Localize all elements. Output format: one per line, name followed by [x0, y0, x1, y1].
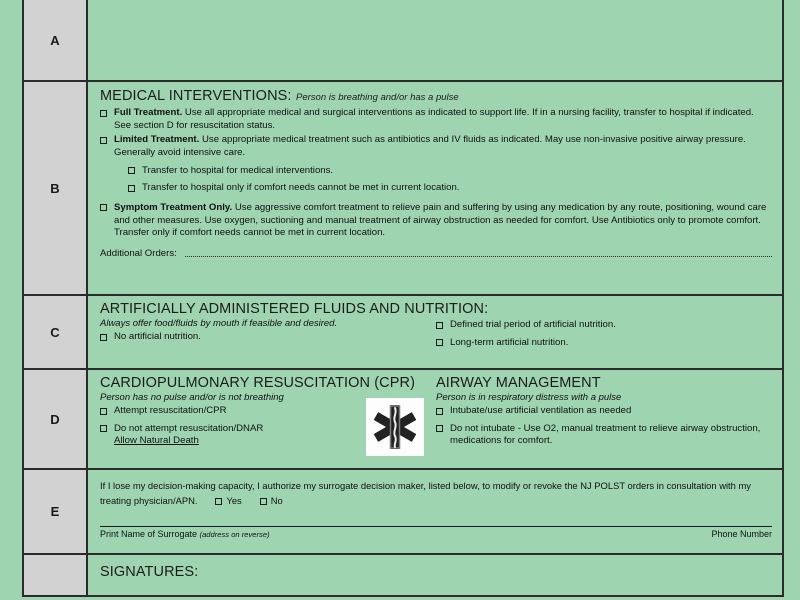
- checkbox-longterm-nutrition[interactable]: [436, 339, 443, 346]
- section-c-columns: [100, 317, 772, 349]
- checkbox-symptom-treatment[interactable]: [100, 204, 107, 211]
- checkbox-surrogate-yes[interactable]: [215, 498, 222, 505]
- additional-orders-input[interactable]: [185, 248, 772, 257]
- checkbox-no-artificial-nutrition[interactable]: [100, 334, 107, 341]
- option-dnar-line1: Do not attempt resuscitation/DNAR: [114, 422, 264, 434]
- section-b-heading: [100, 87, 772, 105]
- cpr-title: CARDIOPULMONARY RESUSCITATION (CPR): [100, 375, 416, 391]
- option-full-treatment-desc: Use all appropriate medical and surgical interventions as indicated to support life. If in a nursing facility, transfer to hospital if indicated. See section D for resuscitation status.: [114, 107, 754, 131]
- star-of-life-icon: [366, 398, 424, 456]
- option-defined-trial-nutrition[interactable]: [436, 319, 772, 332]
- surrogate-no-label: No: [270, 494, 283, 506]
- option-do-not-intubate[interactable]: [436, 423, 772, 448]
- option-do-not-intubate-text: Do not intubate - Use O2, manual treatment to relieve airway obstruction, medications for comfort.: [450, 422, 761, 447]
- section-a-body: [88, 0, 782, 80]
- surrogate-phone-label: Phone Number: [711, 529, 772, 540]
- section-e-body: [88, 470, 782, 553]
- option-longterm-nutrition-text: Long-term artificial nutrition.: [450, 336, 569, 348]
- option-longterm-nutrition[interactable]: [436, 337, 772, 350]
- option-attempt-resuscitation-text: Attempt resuscitation/CPR: [114, 405, 227, 416]
- section-b-subtitle: Person is breathing and/or has a pulse: [296, 92, 459, 103]
- section-f-row: [24, 555, 782, 595]
- section-b-title: MEDICAL INTERVENTIONS:: [100, 88, 292, 104]
- suboption-transfer-comfort-text: Transfer to hospital only if comfort needs cannot be met in current location.: [142, 182, 460, 194]
- section-b-row: [24, 82, 782, 296]
- airway-column: [436, 375, 772, 448]
- surrogate-authorization-statement: If I lose my decision-making capacity, I authorize my surrogate decision maker, listed below, to modify or revoke the NJ POLST orders in consultation with my treating physician/APN.: [100, 480, 751, 506]
- suboption-transfer-hospital-text: Transfer to hospital for medical interventions.: [142, 164, 334, 176]
- section-f-letter: [24, 555, 88, 595]
- section-d-row: [24, 370, 782, 470]
- surrogate-yes-label: Yes: [226, 494, 242, 506]
- option-limited-treatment-text: [114, 134, 772, 159]
- njpolst-form: [22, 0, 784, 597]
- section-e-letter: E: [24, 470, 88, 553]
- airway-title: AIRWAY MANAGEMENT: [436, 375, 601, 391]
- cpr-subtitle: Person has no pulse and/or is not breathing: [100, 392, 284, 403]
- option-full-treatment-label: Full Treatment.: [114, 107, 183, 118]
- option-full-treatment-text: [114, 107, 772, 132]
- section-f-body: [88, 555, 782, 595]
- checkbox-do-not-intubate[interactable]: [436, 425, 443, 432]
- checkbox-intubate[interactable]: [436, 408, 443, 415]
- signatures-title: SIGNATURES:: [100, 564, 199, 580]
- section-c-title: ARTIFICIALLY ADMINISTERED FLUIDS AND NUTRITION:: [100, 301, 489, 317]
- option-limited-treatment-desc: Use appropriate medical treatment such as antibiotics and IV fluids as indicated. May use non-invasive positive airway pressure. Generally avoid intensive care.: [114, 134, 746, 158]
- surrogate-name-label-text: Print Name of Surrogate: [100, 529, 200, 540]
- surrogate-name-label: [100, 529, 270, 539]
- checkbox-surrogate-no[interactable]: [260, 498, 267, 505]
- airway-subtitle: Person is in respiratory distress with a pulse: [436, 392, 622, 403]
- section-d-letter: D: [24, 370, 88, 468]
- suboption-transfer-hospital[interactable]: [128, 165, 772, 178]
- checkbox-full-treatment[interactable]: [100, 110, 107, 117]
- section-c-right-column: [436, 317, 772, 349]
- option-intubate[interactable]: [436, 405, 772, 418]
- option-intubate-text: Intubate/use artificial ventilation as needed: [450, 405, 632, 416]
- section-c-left-column: [100, 317, 436, 349]
- surrogate-authorization-text: [100, 479, 772, 508]
- section-e-row: [24, 470, 782, 555]
- checkbox-dnar[interactable]: [100, 425, 107, 432]
- option-full-treatment[interactable]: [100, 107, 772, 132]
- option-limited-treatment-label: Limited Treatment.: [114, 134, 200, 146]
- option-symptom-treatment-desc: Use aggressive comfort treatment to relieve pain and suffering by using any medication by any route, positioning, wound care and other measures. Use oxygen, suctioning and manual treatment of airway obstruction as needed for comfort. Use Antibiotics only to promote comfort. Transfer only if comfort needs cannot be met in current location.: [114, 201, 767, 239]
- section-b-body: [88, 82, 782, 294]
- option-no-artificial-nutrition[interactable]: [100, 331, 430, 344]
- suboption-transfer-comfort[interactable]: [128, 182, 772, 195]
- section-a-letter: A: [24, 0, 88, 80]
- section-c-letter: C: [24, 296, 88, 368]
- surrogate-name-note: (address on reverse): [199, 530, 270, 540]
- checkbox-attempt-resuscitation[interactable]: [100, 408, 107, 415]
- section-a-row: [24, 0, 782, 82]
- section-d-body: [88, 370, 782, 468]
- option-no-artificial-nutrition-text: No artificial nutrition.: [114, 331, 201, 342]
- option-symptom-treatment-text: [114, 202, 772, 240]
- option-symptom-treatment[interactable]: [100, 202, 772, 240]
- checkbox-defined-trial-nutrition[interactable]: [436, 322, 443, 329]
- section-c-subtitle: Always offer food/fluids by mouth if feasible and desired.: [100, 318, 338, 329]
- additional-orders[interactable]: [100, 248, 772, 259]
- surrogate-signature-line[interactable]: [100, 526, 772, 539]
- checkbox-transfer-comfort[interactable]: [128, 185, 135, 192]
- section-b-letter: B: [24, 82, 88, 294]
- checkbox-limited-treatment[interactable]: [100, 137, 107, 144]
- additional-orders-label: Additional Orders:: [100, 247, 177, 259]
- option-symptom-treatment-label: Symptom Treatment Only.: [114, 201, 233, 213]
- option-dnar-line2: Allow Natural Death: [114, 435, 199, 447]
- section-c-row: [24, 296, 782, 370]
- checkbox-transfer-hospital[interactable]: [128, 167, 135, 174]
- option-limited-treatment[interactable]: [100, 134, 772, 159]
- section-d-columns: [100, 375, 772, 448]
- option-defined-trial-nutrition-text: Defined trial period of artificial nutrition.: [450, 319, 616, 330]
- section-c-body: [88, 296, 782, 368]
